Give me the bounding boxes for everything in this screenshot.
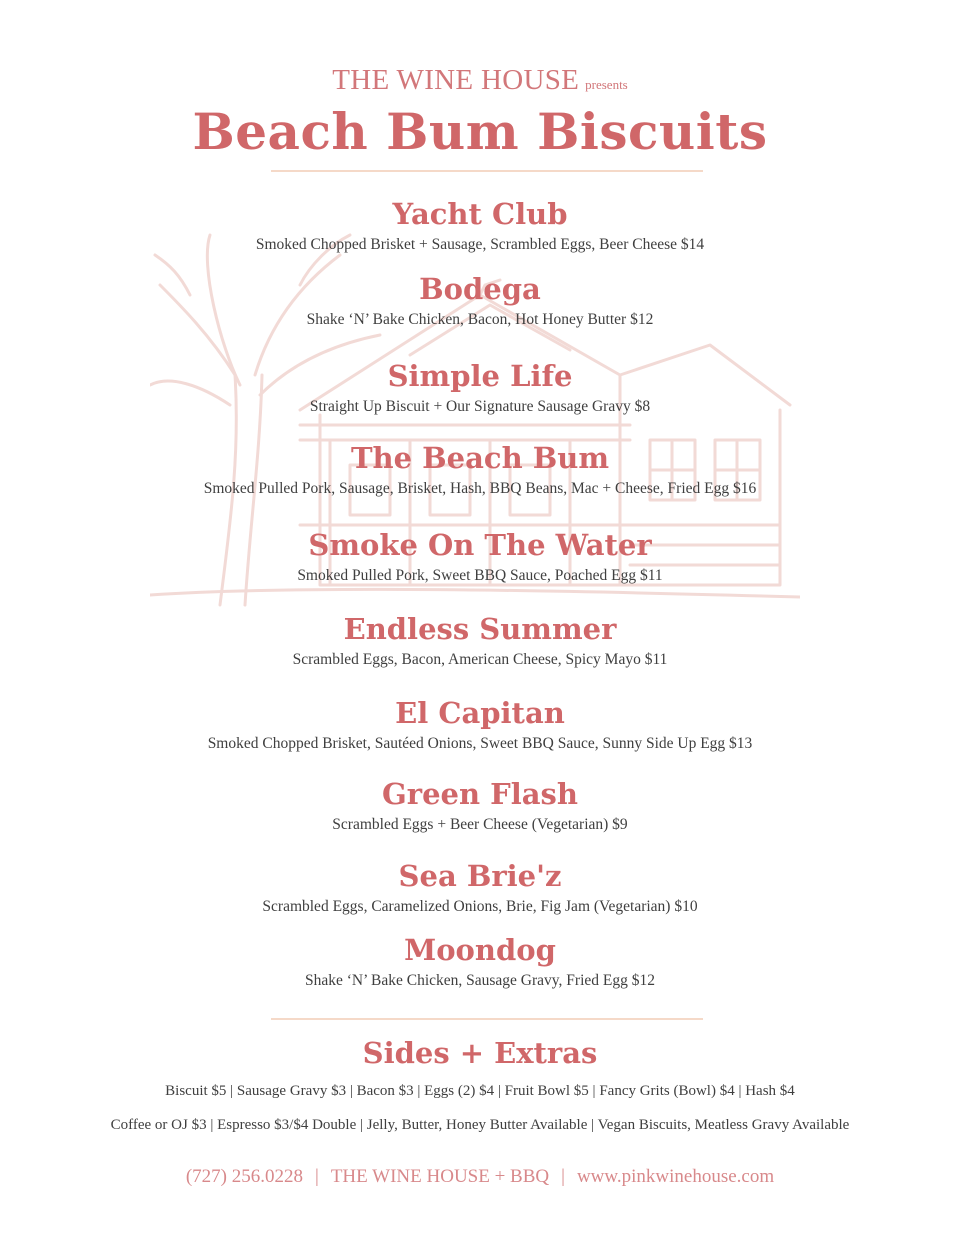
item-name: El Capitan: [395, 696, 565, 730]
item-description: Smoked Pulled Pork, Sausage, Brisket, Hash, BBQ Beans, Mac + Cheese, Fried Egg $16: [203, 480, 757, 497]
item-name: Endless Summer: [343, 612, 617, 646]
item-description: Scrambled Eggs + Beer Cheese (Vegetarian) $9: [332, 816, 628, 833]
menu-item: [0, 359, 960, 417]
footer: [0, 1166, 960, 1188]
menu-item: [0, 272, 960, 330]
item-description: Scrambled Eggs, Caramelized Onions, Brie, Fig Jam (Vegetarian) $10: [262, 898, 698, 915]
menu-item: [0, 777, 960, 835]
menu-item: [0, 933, 960, 991]
presenter-line: [332, 64, 628, 97]
menu-item: [0, 696, 960, 754]
menu-item: [0, 441, 960, 499]
footer-separator: |: [561, 1166, 565, 1187]
item-name: Bodega: [419, 272, 541, 306]
item-name: Simple Life: [387, 359, 573, 393]
menu-item: [0, 528, 960, 586]
top-divider: [271, 170, 703, 172]
item-description: Shake ‘N’ Bake Chicken, Sausage Gravy, Fried Egg $12: [305, 972, 655, 989]
item-description: Smoked Pulled Pork, Sweet BBQ Sauce, Poached Egg $11: [297, 567, 663, 584]
header: [0, 64, 960, 97]
item-name: Yacht Club: [392, 197, 568, 231]
menu-title: Beach Bum Biscuits: [192, 102, 768, 161]
item-name: Sea Brie'z: [398, 859, 562, 893]
footer-separator: |: [315, 1166, 319, 1187]
item-description: Shake ‘N’ Bake Chicken, Bacon, Hot Honey Butter $12: [306, 311, 654, 328]
extras-title: Sides + Extras: [362, 1036, 598, 1070]
extras-section: [0, 1036, 960, 1070]
extras-line-drinks: Coffee or OJ $3 | Espresso $3/$4 Double | Jelly, Butter, Honey Butter Available | Vegan Biscuits, Meatless Gravy Available: [110, 1117, 850, 1133]
presenter-sub: presents: [585, 77, 628, 92]
presenter-name: THE WINE HOUSE: [332, 64, 580, 96]
menu-item: [0, 859, 960, 917]
item-description: Smoked Chopped Brisket, Sautéed Onions, Sweet BBQ Sauce, Sunny Side Up Egg $13: [207, 735, 753, 752]
item-name: Smoke On The Water: [308, 528, 652, 562]
item-description: Smoked Chopped Brisket + Sausage, Scrambled Eggs, Beer Cheese $14: [255, 236, 705, 253]
item-name: Moondog: [404, 933, 556, 967]
extras-line-sides: Biscuit $5 | Sausage Gravy $3 | Bacon $3 | Eggs (2) $4 | Fruit Bowl $5 | Fancy Grits (Bowl) $4 | Hash $4: [165, 1083, 795, 1099]
footer-phone: (727) 256.0228: [185, 1166, 304, 1187]
item-description: Straight Up Biscuit + Our Signature Sausage Gravy $8: [309, 398, 651, 415]
footer-name: THE WINE HOUSE + BBQ: [330, 1166, 550, 1187]
menu-item: [0, 612, 960, 670]
menu-item: [0, 197, 960, 255]
item-description: Scrambled Eggs, Bacon, American Cheese, Spicy Mayo $11: [292, 651, 668, 668]
item-name: The Beach Bum: [350, 441, 610, 475]
footer-website[interactable]: www.pinkwinehouse.com: [576, 1166, 775, 1187]
item-name: Green Flash: [382, 777, 578, 811]
bottom-divider: [271, 1018, 703, 1020]
